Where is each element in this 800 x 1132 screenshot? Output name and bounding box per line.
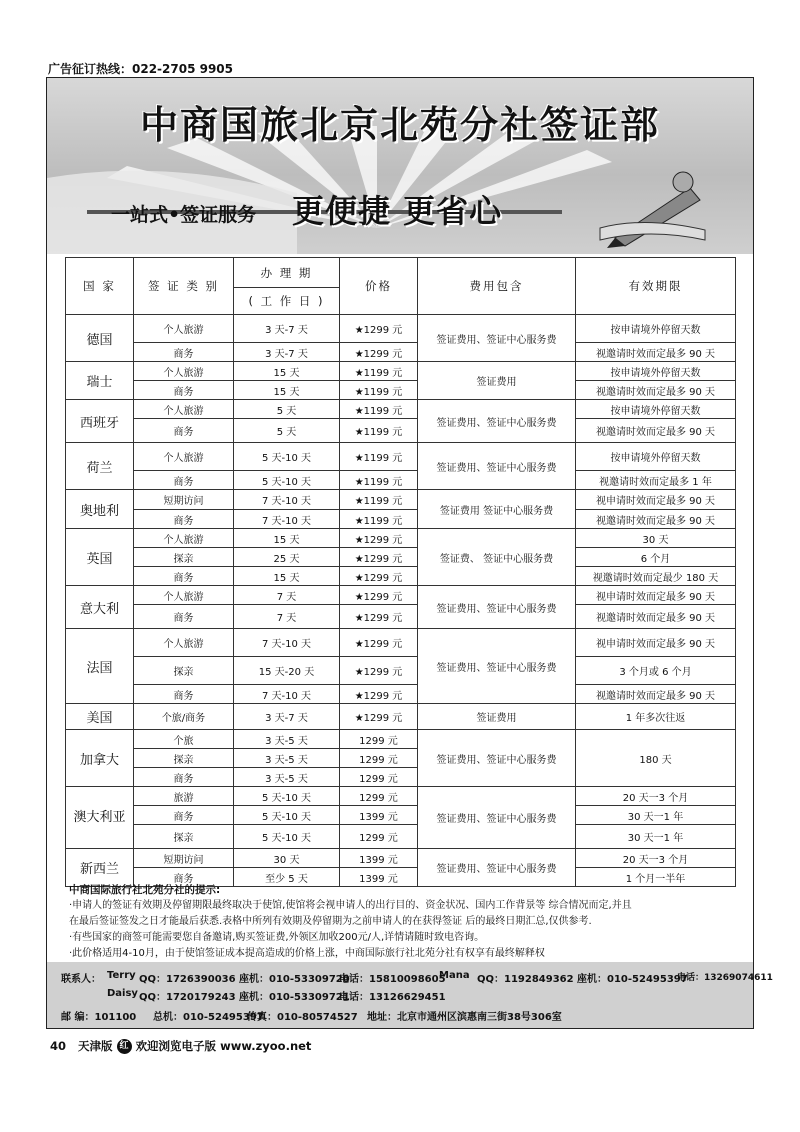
contact-bar — [47, 962, 773, 1028]
contact-qq: QQ：1192849362 — [477, 974, 574, 985]
price-cell: ★1299 元 — [340, 315, 418, 343]
contact-mobile: 电话：13269074611 — [677, 973, 773, 983]
pen-icon — [595, 168, 715, 248]
price-cell: ★1299 元 — [340, 704, 418, 730]
type-cell: 商务 — [134, 868, 234, 887]
slogan-left: 一站式•签证服务 — [111, 204, 257, 226]
validity-cell: 按申请境外停留天数 — [576, 362, 736, 381]
footer-site-link[interactable]: www.zyoo.net — [220, 1039, 312, 1053]
note-line: ·有些国家的商签可能需要您自备邀请,购买签证费,外领区加收200元/人,详情请随时致电咨询。 — [69, 932, 485, 943]
period-cell: 3 天-7 天 — [234, 343, 340, 362]
visa-table — [65, 257, 736, 887]
validity-cell: 20 天一3 个月 — [576, 849, 736, 868]
header-period-sub: ( 工 作 日 ) — [234, 288, 340, 315]
banner-title: 中商国旅北京北苑分社签证部 — [139, 103, 660, 147]
country-cell: 加拿大 — [66, 730, 134, 787]
note-line: ·申请人的签证有效期及停留期限最终取决于使馆,使馆将会视申请人的出行目的、资金状况、国内工作背景等 综合情况而定,并且 — [69, 900, 632, 911]
period-cell: 5 天-10 天 — [234, 787, 340, 806]
country-cell: 西班牙 — [66, 400, 134, 443]
price-cell: ★1199 元 — [340, 381, 418, 400]
price-cell: 1399 元 — [340, 849, 418, 868]
contact-mobile: 电话：15810098605 — [339, 974, 446, 985]
validity-cell: 30 天 — [576, 529, 736, 548]
period-cell: 5 天-10 天 — [234, 806, 340, 825]
price-cell: ★1299 元 — [340, 548, 418, 567]
contact-tel: 座机：010-53309720 — [239, 974, 350, 985]
price-cell: 1399 元 — [340, 868, 418, 887]
price-cell: ★1199 元 — [340, 400, 418, 419]
country-cell: 瑞士 — [66, 362, 134, 400]
type-cell: 商务 — [134, 510, 234, 529]
header-period: 办 理 期 — [234, 258, 340, 288]
country-cell: 美国 — [66, 704, 134, 730]
period-cell: 7 天-10 天 — [234, 490, 340, 510]
period-cell: 15 天 — [234, 529, 340, 548]
validity-cell: 按申请境外停留天数 — [576, 315, 736, 343]
fee-cell: 签证费、 签证中心服务费 — [418, 529, 576, 586]
type-cell: 商务 — [134, 605, 234, 629]
period-cell: 15 天 — [234, 381, 340, 400]
country-cell: 澳大利亚 — [66, 787, 134, 849]
type-cell: 旅游 — [134, 787, 234, 806]
period-cell: 5 天-10 天 — [234, 443, 340, 471]
period-cell: 7 天-10 天 — [234, 510, 340, 529]
period-cell: 15 天 — [234, 567, 340, 586]
type-cell: 探亲 — [134, 749, 234, 768]
edition: 天津版 — [78, 1039, 113, 1053]
type-cell: 探亲 — [134, 825, 234, 849]
country-cell: 德国 — [66, 315, 134, 362]
price-cell: ★1299 元 — [340, 657, 418, 685]
price-cell: ★1199 元 — [340, 510, 418, 529]
validity-cell: 视邀请时效而定最多 90 天 — [576, 685, 736, 704]
validity-cell: 1 年多次往返 — [576, 704, 736, 730]
footer-text: 欢迎浏览电子版 — [135, 1039, 217, 1053]
country-cell: 荷兰 — [66, 443, 134, 490]
period-cell: 7 天 — [234, 586, 340, 605]
fee-cell: 签证费用、签证中心服务费 — [418, 400, 576, 443]
contact-name: Terry — [107, 970, 136, 981]
contact-label: 联系人： — [61, 974, 101, 985]
validity-cell: 视申请时效而定最多 90 天 — [576, 586, 736, 605]
country-cell: 意大利 — [66, 586, 134, 629]
validity-cell: 20 天一3 个月 — [576, 787, 736, 806]
fax: 传真：010-80574527 — [247, 1012, 358, 1023]
price-cell: ★1299 元 — [340, 685, 418, 704]
note-line: ·此价格适用4-10月，由于使馆签证成本提高造成的价格上涨，中商国际旅行社北苑分社有权享有最终解释权 — [69, 948, 545, 959]
contact-mobile: 电话：13126629451 — [339, 992, 446, 1003]
country-cell: 法国 — [66, 629, 134, 704]
price-cell: ★1199 元 — [340, 443, 418, 471]
price-cell: ★1199 元 — [340, 490, 418, 510]
validity-cell: 30 天一1 年 — [576, 806, 736, 825]
validity-cell: 视邀请时效而定最多 1 年 — [576, 471, 736, 490]
price-cell: ★1299 元 — [340, 605, 418, 629]
address: 地址：北京市通州区滨惠南三街38号306室 — [367, 1012, 562, 1023]
type-cell: 商务 — [134, 567, 234, 586]
type-cell: 个人旅游 — [134, 315, 234, 343]
fee-cell: 签证费用 — [418, 704, 576, 730]
price-cell: 1399 元 — [340, 806, 418, 825]
page-frame — [46, 77, 773, 1029]
price-cell: 1299 元 — [340, 825, 418, 849]
validity-cell: 视申请时效而定最多 90 天 — [576, 490, 736, 510]
type-cell: 个人旅游 — [134, 400, 234, 419]
type-cell: 商务 — [134, 471, 234, 490]
contact-name: Daisy — [107, 988, 138, 999]
period-cell: 7 天-10 天 — [234, 629, 340, 657]
validity-cell: 视邀请时效而定最多 90 天 — [576, 510, 736, 529]
price-cell: ★1199 元 — [340, 362, 418, 381]
period-cell: 3 天-7 天 — [234, 315, 340, 343]
price-cell: 1299 元 — [340, 749, 418, 768]
period-cell: 5 天-10 天 — [234, 825, 340, 849]
price-cell: 1299 元 — [340, 787, 418, 806]
fee-cell: 签证费用、签证中心服务费 — [418, 849, 576, 887]
header-country: 国 家 — [66, 258, 134, 315]
period-cell: 15 天 — [234, 362, 340, 381]
period-cell: 3 天-5 天 — [234, 768, 340, 787]
type-cell: 商务 — [134, 685, 234, 704]
fee-cell: 签证费用、签证中心服务费 — [418, 629, 576, 704]
price-cell: ★1299 元 — [340, 529, 418, 548]
slogan-right: 更便捷 更省心 — [292, 192, 503, 230]
country-cell: 英国 — [66, 529, 134, 586]
validity-cell: 视邀请时效而定最多 90 天 — [576, 381, 736, 400]
period-cell: 3 天-5 天 — [234, 730, 340, 749]
main-tel: 总机：010-52495397 — [153, 1012, 264, 1023]
validity-cell: 180 天 — [576, 730, 736, 787]
period-cell: 15 天-20 天 — [234, 657, 340, 685]
type-cell: 商务 — [134, 343, 234, 362]
price-cell: ★1299 元 — [340, 586, 418, 605]
type-cell: 个旅 — [134, 730, 234, 749]
period-cell: 5 天 — [234, 400, 340, 419]
price-cell: 1299 元 — [340, 768, 418, 787]
postcode: 邮 编：101100 — [61, 1012, 137, 1023]
period-cell: 30 天 — [234, 849, 340, 868]
fee-cell: 签证费用、签证中心服务费 — [418, 787, 576, 849]
validity-cell: 30 天一1 年 — [576, 825, 736, 849]
period-cell: 7 天-10 天 — [234, 685, 340, 704]
type-cell: 短期访问 — [134, 490, 234, 510]
page-number: 40 — [50, 1039, 67, 1053]
type-cell: 商务 — [134, 381, 234, 400]
period-cell: 5 天 — [234, 419, 340, 443]
period-cell: 7 天 — [234, 605, 340, 629]
period-cell: 25 天 — [234, 548, 340, 567]
type-cell: 个旅/商务 — [134, 704, 234, 730]
contact-qq: QQ：1726390036 — [139, 974, 236, 985]
type-cell: 个人旅游 — [134, 529, 234, 548]
price-cell: ★1299 元 — [340, 629, 418, 657]
contact-name: Mana — [439, 970, 470, 981]
price-cell: ★1299 元 — [340, 567, 418, 586]
fee-cell: 签证费用、签证中心服务费 — [418, 730, 576, 787]
contact-tel: 座机：010-53309721 — [239, 992, 350, 1003]
country-cell: 新西兰 — [66, 849, 134, 887]
type-cell: 商务 — [134, 806, 234, 825]
validity-cell: 视邀请时效而定最多 90 天 — [576, 343, 736, 362]
notes — [69, 882, 739, 962]
header-price: 价格 — [340, 258, 418, 315]
validity-cell: 视邀请时效而定最少 180 天 — [576, 567, 736, 586]
period-cell: 5 天-10 天 — [234, 471, 340, 490]
validity-cell: 3 个月或 6 个月 — [576, 657, 736, 685]
page-footer — [50, 1038, 311, 1054]
type-cell: 商务 — [134, 419, 234, 443]
header-type: 签 证 类 别 — [134, 258, 234, 315]
validity-cell: 按申请境外停留天数 — [576, 400, 736, 419]
note-line: 在最后签证签发之日才能最后获悉.表格中所列有效期及停留期为之前申请人的在获得签证 后的最终日期汇总,仅供参考. — [69, 916, 592, 927]
contact-tel: 座机：010-52495397 — [577, 974, 688, 985]
header-fee: 费用包含 — [418, 258, 576, 315]
validity-cell: 视邀请时效而定最多 90 天 — [576, 605, 736, 629]
fee-cell: 签证费用 — [418, 362, 576, 400]
fee-cell: 签证费用、签证中心服务费 — [418, 443, 576, 490]
price-cell: 1299 元 — [340, 730, 418, 749]
type-cell: 探亲 — [134, 548, 234, 567]
country-cell: 奥地利 — [66, 490, 134, 529]
type-cell: 个人旅游 — [134, 586, 234, 605]
type-cell: 商务 — [134, 768, 234, 787]
header-validity: 有效期限 — [576, 258, 736, 315]
contact-qq: QQ：1720179243 — [139, 992, 236, 1003]
type-cell: 探亲 — [134, 657, 234, 685]
validity-cell: 按申请境外停留天数 — [576, 443, 736, 471]
type-cell: 个人旅游 — [134, 629, 234, 657]
period-cell: 3 天-7 天 — [234, 704, 340, 730]
validity-cell: 视申请时效而定最多 90 天 — [576, 629, 736, 657]
ad-hotline: 广告征订热线：022-2705 9905 — [48, 62, 234, 76]
type-cell: 短期访问 — [134, 849, 234, 868]
type-cell: 个人旅游 — [134, 443, 234, 471]
validity-cell: 6 个月 — [576, 548, 736, 567]
price-cell: ★1299 元 — [340, 343, 418, 362]
period-cell: 3 天-5 天 — [234, 749, 340, 768]
fee-cell: 签证费用、签证中心服务费 — [418, 315, 576, 362]
fee-cell: 签证费用 签证中心服务费 — [418, 490, 576, 529]
type-cell: 个人旅游 — [134, 362, 234, 381]
price-cell: ★1199 元 — [340, 419, 418, 443]
price-cell: ★1199 元 — [340, 471, 418, 490]
notes-title: 中商国际旅行社北苑分社的提示: — [69, 884, 221, 896]
validity-cell: 1 个月一半年 — [576, 868, 736, 887]
validity-cell: 视邀请时效而定最多 90 天 — [576, 419, 736, 443]
banner — [47, 78, 753, 254]
red-badge-icon: 红 — [117, 1039, 132, 1054]
period-cell: 至少 5 天 — [234, 868, 340, 887]
fee-cell: 签证费用、签证中心服务费 — [418, 586, 576, 629]
